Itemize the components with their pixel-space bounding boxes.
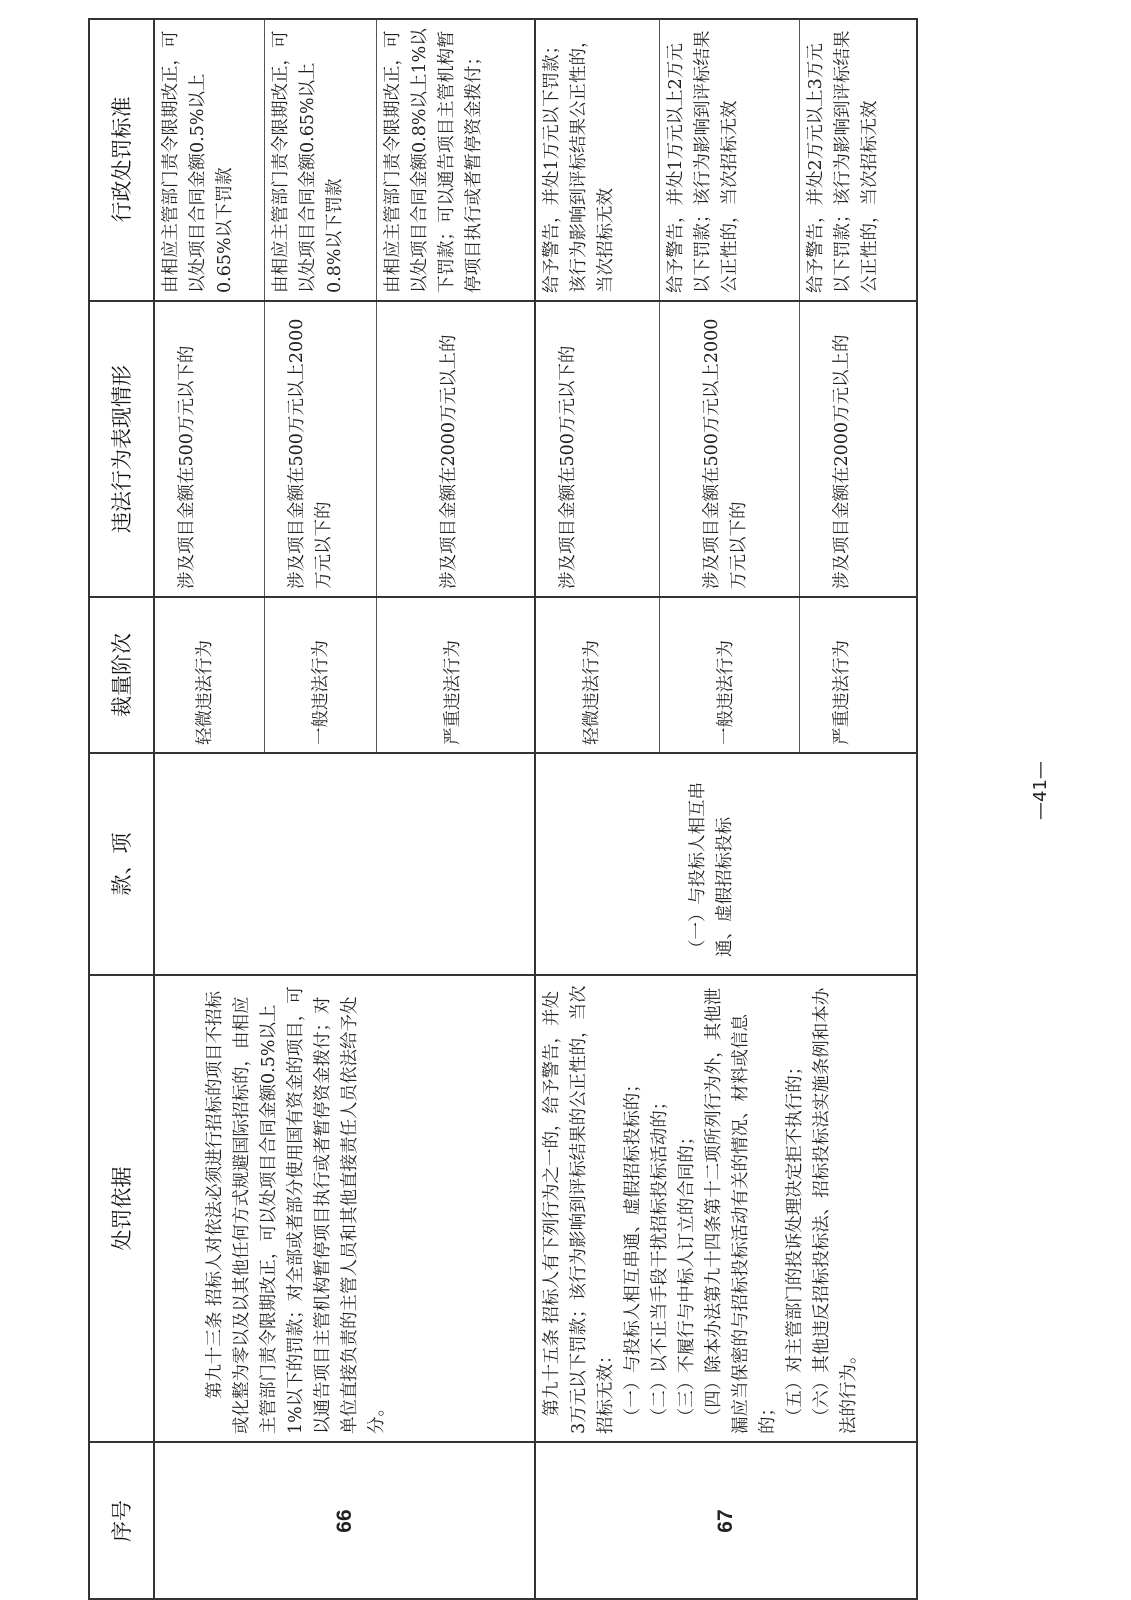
row66-level-1: 轻微违法行为 (195, 640, 215, 745)
row67-basis-line-4: （三）不履行与中标人订立的合同的； (677, 1127, 697, 1434)
row67-level-3: 严重违法行为 (832, 640, 852, 745)
row66-level-2: 一般违法行为 (311, 640, 331, 745)
row66-situation-3: 涉及项目金额在2000万元以上的 (439, 334, 459, 589)
grid-line (799, 18, 800, 753)
row66-seq: 66 (332, 1509, 356, 1533)
grid-line (916, 18, 918, 1600)
row66-level-3: 严重违法行为 (443, 640, 463, 745)
grid-line (88, 300, 918, 302)
page-number: —41— (1030, 761, 1051, 820)
row66-standard-1: 由相应主管部门责令限期改正，可以处项目合同金额0.5%以上0.65%以下罚款 (161, 30, 235, 293)
header-clause: 款、项 (110, 832, 134, 896)
grid-line (534, 18, 536, 1600)
grid-line (88, 974, 918, 976)
row67-basis-line-1: 第九十五条 招标人有下列行为之一的，给予警告，并处3万元以下罚款；该行为影响到评标结果的公正性的，当次招标无效： (542, 985, 616, 1434)
row66-basis: 第九十三条 招标人对依法必须进行招标的项目不招标或化整为零以及以其他任何方式规避国际招标的，由相应主管部门责令限期改正，可以处项目合同金额0.5%以上1%以下的罚款；对全部或者部分使用国有资金的项目，可以通告项目主管机构暂停项目执行或者暂停资金拨付；对单位直接负责的主管人员和其他直接责任人员依法给予处分。 (205, 986, 387, 1434)
row66-standard-2: 由相应主管部门责令限期改正，可以处项目合同金额0.65%以上0.8%以下罚款 (271, 30, 345, 293)
header-situation: 违法行为表现情形 (110, 365, 134, 533)
row66-situation-2: 涉及项目金额在500万元以上2000万元以下的 (287, 318, 334, 589)
header-standard: 行政处罚标准 (110, 96, 134, 223)
row67-level-2: 一般违法行为 (716, 640, 736, 745)
grid-line (88, 18, 918, 20)
row67-clause: （一）与投标人相互串通、虚假招标投标 (688, 782, 735, 957)
row67-basis-line-2: （一）与投标人相互串通、虚假招标投标的； (623, 1075, 643, 1434)
grid-line (376, 18, 377, 753)
row67-situation-1: 涉及项目金额在500万元以下的 (558, 345, 578, 589)
grid-line (88, 1441, 918, 1443)
header-seq: 序号 (110, 1500, 134, 1542)
header-level: 裁量阶次 (110, 633, 134, 717)
row67-standard-2: 给予警告，并处1万元以上2万元以下罚款；该行为影响到评标结果公正性的，当次招标无效 (666, 30, 740, 293)
grid-line (153, 18, 155, 1600)
row67-seq: 67 (714, 1509, 737, 1533)
row67-situation-2: 涉及项目金额在500万元以上2000万元以下的 (702, 318, 749, 589)
row67-standard-1: 给予警告，并处1万元以下罚款；该行为影响到评标结果公正性的，当次招标无效 (542, 30, 616, 293)
row67-level-1: 轻微违法行为 (582, 640, 602, 745)
row67-standard-3: 给予警告，并处2万元以上3万元以下罚款；该行为影响到评标结果公正性的，当次招标无效 (806, 30, 880, 293)
row66-clause (154, 753, 535, 975)
row67-basis-line-3: （二）以不正当手段干扰招标投标活动的； (650, 1092, 670, 1434)
row67-basis (535, 975, 917, 1442)
row66-standard-3: 由相应主管部门责令限期改正，可以处项目合同金额0.8%以上1%以下罚款；可以通告项目主管机构暂停项目执行或者暂停资金拨付； (383, 28, 484, 293)
row66-situation-1: 涉及项目金额在500万元以下的 (177, 345, 197, 589)
grid-line (88, 18, 90, 1600)
grid-line (88, 596, 918, 598)
grid-line (659, 18, 660, 753)
grid-line (264, 18, 265, 753)
header-basis: 处罚依据 (110, 1166, 134, 1251)
row67-situation-3: 涉及项目金额在2000万元以上的 (832, 334, 852, 589)
grid-line (88, 752, 918, 754)
row67-basis-line-6: （五）对主管部门的投诉处理决定拒不执行的； (785, 1057, 805, 1434)
row67-basis-line-5: （四）除本办法第九十四条第十二项所列行为外，其他泄漏应当保密的与招标投标活动有关的情况、材料或信息的； (704, 987, 778, 1434)
row67-basis-line-7: （六）其他违反招标投标法、招标投标法实施条例和本办法的行为。 (812, 987, 859, 1434)
